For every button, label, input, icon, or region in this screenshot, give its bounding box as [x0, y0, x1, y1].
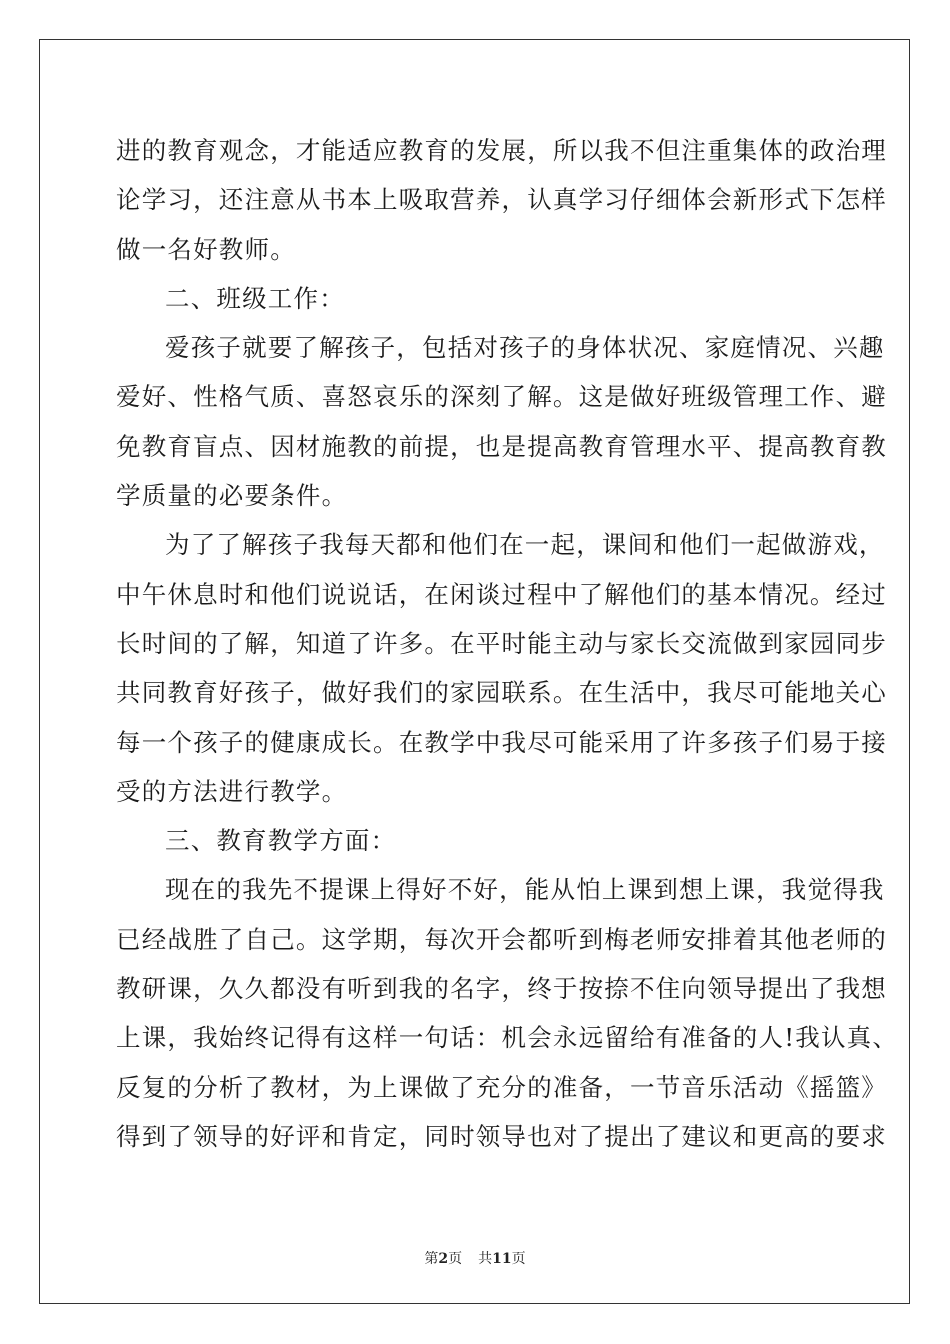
text-line: 学质量的必要条件。 [116, 481, 348, 511]
text-line: 受的方法进行教学。 [116, 776, 348, 806]
text-line: 上课，我始终记得有这样一句话：机会永远留给有准备的人!我认真、 [116, 1023, 899, 1053]
page-number: 2 [438, 1251, 449, 1267]
text-line: 爱好、性格气质、喜怒哀乐的深刻了解。这是做好班级管理工作、避 [116, 382, 887, 412]
text-line: 中午休息时和他们说说话，在闲谈过程中了解他们的基本情况。经过 [116, 579, 887, 609]
text-line: 教研课，久久都没有听到我的名字，终于按捺不住向领导提出了我想 [116, 974, 887, 1004]
text-line: 每一个孩子的健康成长。在教学中我尽可能采用了许多孩子们易于接 [116, 727, 887, 757]
document-body [116, 126, 899, 1161]
section-heading: 三、教育教学方面： [165, 826, 397, 856]
text-line: 已经战胜了自己。这学期，每次开会都听到梅老师安排着其他老师的 [116, 924, 887, 954]
text-line: 为了了解孩子我每天都和他们在一起，课间和他们一起做游戏， [165, 530, 885, 560]
total-suffix: 页 [511, 1251, 526, 1267]
text-line: 长时间的了解，知道了许多。在平时能主动与家长交流做到家园同步 [116, 628, 887, 658]
text-line: 做一名好教师。 [116, 234, 296, 264]
text-line: 共同教育好孩子，做好我们的家园联系。在生活中，我尽可能地关心 [116, 678, 887, 708]
total-prefix: 共 [478, 1251, 493, 1267]
text-line: 论学习，还注意从书本上吸取营养，认真学习仔细体会新形式下怎样 [116, 185, 887, 215]
text-line: 反复的分析了教材，为上课做了充分的准备，一节音乐活动《摇篮》 [116, 1072, 887, 1102]
text-line: 免教育盲点、因材施教的前提，也是提高教育管理水平、提高教育教 [116, 431, 887, 461]
page-prefix: 第 [424, 1251, 439, 1267]
text-line: 得到了领导的好评和肯定，同时领导也对了提出了建议和更高的要求 [116, 1121, 887, 1151]
text-line: 进的教育观念，才能适应教育的发展，所以我不但注重集体的政治理 [116, 136, 887, 165]
text-line: 爱孩子就要了解孩子，包括对孩子的身体状况、家庭情况、兴趣 [165, 333, 885, 363]
page-suffix: 页 [448, 1251, 463, 1267]
page-footer [0, 1250, 950, 1268]
text-line: 现在的我先不提课上得好不好，能从怕上课到想上课，我觉得我 [165, 875, 885, 905]
total-pages: 11 [492, 1251, 512, 1267]
section-heading: 二、班级工作： [165, 283, 345, 313]
